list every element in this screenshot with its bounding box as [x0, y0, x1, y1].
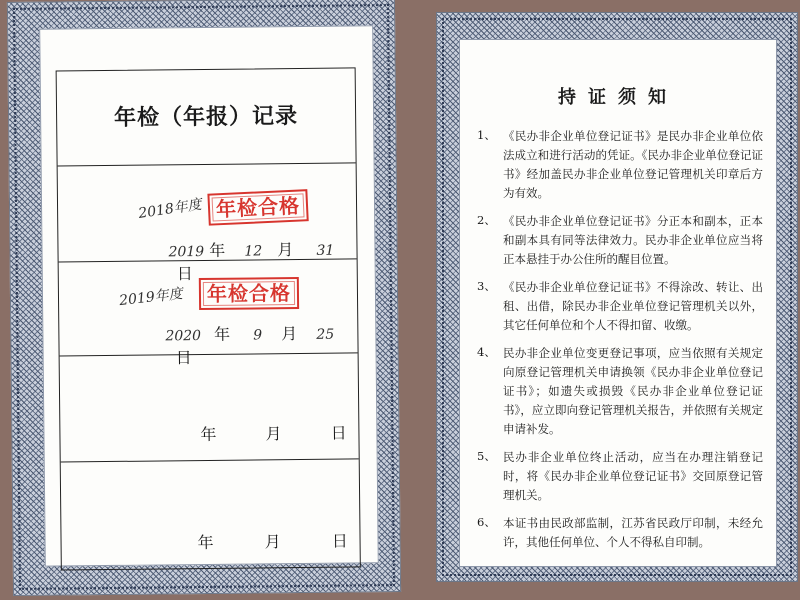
item-text: 本证书由民政部监制，江苏省民政厅印制，未经允许，其他任何单位、个人不得私自印制。: [503, 516, 763, 549]
notice-item: [477, 344, 763, 439]
annual-inspection-page: [7, 0, 401, 596]
notice-item: [477, 212, 763, 269]
month-label: 月: [281, 324, 298, 344]
day-label: 日: [175, 348, 192, 368]
item-number: 4、: [477, 345, 496, 359]
item-text: 《民办非企业单位登记证书》分正本和副本，正本和副本具有同等法律效力。民办非企业单位应当将正本悬挂于办公住所的醒目位置。: [503, 214, 763, 266]
record-date: [197, 529, 347, 554]
page-paper: [459, 39, 777, 567]
day-label: 日: [330, 423, 347, 443]
month-label: 月: [264, 532, 281, 552]
item-text: 民办非企业单位终止活动，应当在办理注销登记时，将《民办非企业单位登记证书》交回原登记管理机关。: [503, 450, 763, 502]
table-title-row: [57, 68, 356, 166]
notice-item: [477, 278, 763, 335]
date-day: 25: [316, 326, 335, 343]
notice-title: 持证须知: [558, 87, 678, 108]
notice-item: [477, 448, 763, 505]
date-year: 2019: [168, 243, 205, 261]
day-label: 日: [176, 264, 193, 284]
item-text: 《民办非企业单位登记证书》是民办非企业单位依法成立和进行活动的凭证。《民办非企业单位登记证书》经加盖民办非企业单位登记管理机关印章后方为有效。: [503, 129, 763, 200]
notice-list: [477, 127, 763, 561]
page-paper: [39, 25, 379, 566]
date-month: 9: [253, 327, 263, 344]
item-number: 2、: [477, 213, 496, 227]
notice-item: [477, 514, 763, 552]
month-label: 月: [277, 240, 294, 260]
handwritten-year-note: 2018年度: [137, 196, 203, 223]
inspection-pass-stamp: 年检合格: [207, 189, 308, 226]
certificate-notice-page: [436, 12, 798, 582]
record-row: [59, 258, 358, 368]
date-day: 31: [316, 242, 335, 259]
item-number: 6、: [477, 515, 496, 529]
inspection-record-table: [56, 67, 361, 570]
handwritten-year-note: 2019年度: [118, 285, 184, 310]
year-label: 年: [197, 532, 214, 553]
year-label: 年: [209, 240, 226, 260]
date-year: 2020: [165, 328, 202, 345]
item-number: 3、: [477, 279, 496, 293]
year-label: 年: [200, 424, 217, 445]
date-month: 12: [244, 243, 263, 260]
record-date: [200, 421, 346, 446]
day-label: 日: [331, 531, 348, 551]
record-row: [60, 352, 359, 462]
record-row: [61, 458, 360, 569]
item-text: 民办非企业单位变更登记事项，应当依照有关规定向原登记管理机关申请换领《民办非企业单位登记证书》；如遗失或损毁《民办非企业单位登记证书》，应立即向登记管理机关报告，并依照有关规定申请补发。: [503, 346, 763, 436]
month-label: 月: [265, 424, 282, 444]
item-number: 5、: [477, 449, 496, 463]
inspection-pass-stamp: 年检合格: [199, 277, 299, 310]
record-row: [58, 162, 357, 284]
year-label: 年: [214, 324, 231, 344]
item-number: 1、: [477, 128, 496, 142]
notice-item: [477, 127, 763, 203]
item-text: 《民办非企业单位登记证书》不得涂改、转让、出租、出借，除民办非企业单位登记管理机关以外，其它任何单位和个人不得扣留、收缴。: [503, 280, 763, 332]
page-title: 年检（年报）记录: [113, 103, 299, 131]
